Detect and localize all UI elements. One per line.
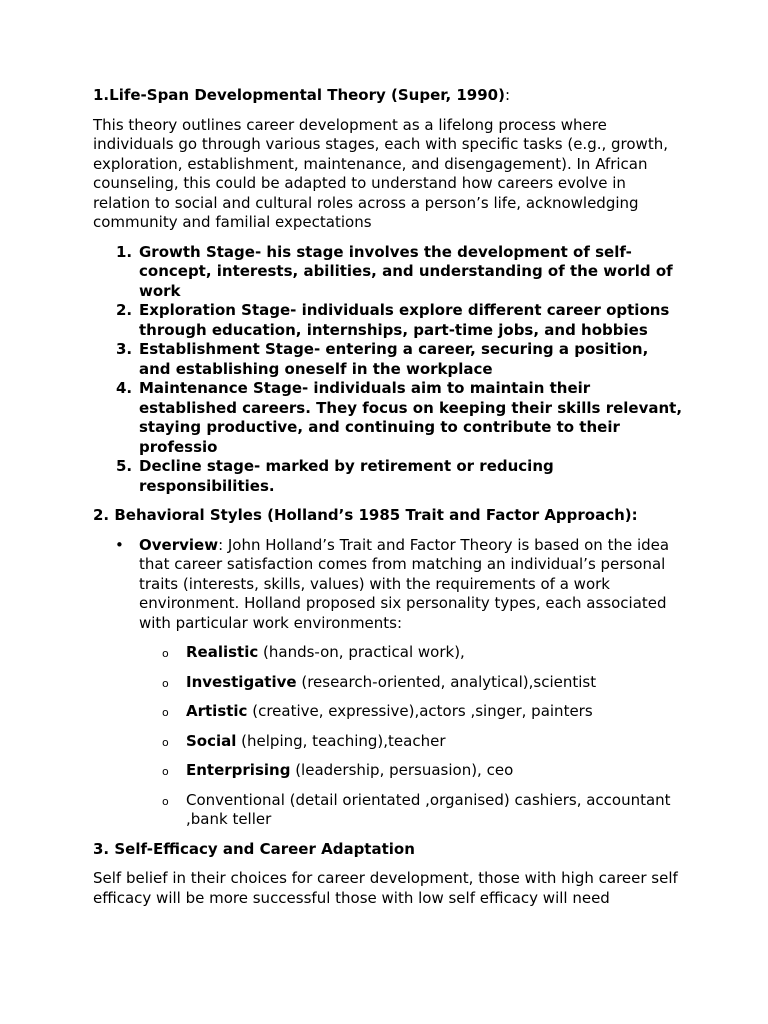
type-label: Social: [186, 731, 237, 750]
type-desc: (research-oriented, analytical),scientist: [296, 672, 597, 691]
overview-label: Overview: [139, 535, 219, 554]
overview-item: [93, 536, 683, 830]
stage-item-maintenance: [93, 379, 683, 457]
type-item-conventional: [93, 791, 683, 830]
stage-text: Establishment Stage- entering a career, securing a position, and establishing oneself in the workplace: [139, 340, 649, 378]
stage-text: Decline stage- marked by retirement or reducing responsibilities.: [139, 457, 554, 495]
document-content: [93, 86, 683, 908]
type-label: Investigative: [186, 672, 297, 691]
type-desc: Conventional (detail orientated ,organised) cashiers, accountant ,bank teller: [186, 790, 671, 828]
section1-title-suffix: :: [504, 86, 511, 104]
type-desc: (leadership, persuasion), ceo: [290, 761, 514, 779]
circle-bullet-icon: o: [162, 735, 169, 749]
section1-paragraph: This theory outlines career development as a lifelong process where individuals go through various stages, each with specific tasks (e.g., growth, exploration, establishment, maintenance, and disengagement). In African counseling, this could be adapted to understand how careers evolve in relation to social and cultural roles across a person’s life, acknowledging community and familial expectations: [93, 115, 668, 231]
stage-number: 4.: [116, 379, 133, 397]
circle-bullet-icon: o: [162, 706, 169, 719]
section1-heading: [93, 86, 683, 106]
type-item-artistic: [93, 702, 683, 722]
section1-title: 1.Life-Span Developmental Theory (Super, 1990): [93, 86, 505, 104]
section3-paragraph: Self belief in their choices for career development, those with high career self efficacy will be more successful those with low self efficacy will need: [93, 869, 678, 907]
stage-text: Maintenance Stage- individuals aim to maintain their established careers. They focus on keeping their skills relevant, staying productive, and continuing to contribute to their professio: [139, 379, 683, 456]
stage-item-establishment: [93, 340, 683, 379]
type-label: Realistic: [186, 643, 259, 661]
type-item-social: [93, 732, 683, 752]
stage-number: 5.: [116, 457, 133, 475]
type-desc: (hands-on, practical work),: [258, 643, 465, 661]
section2-heading: 2. Behavioral Styles (Holland’s 1985 Trait and Factor Approach):: [93, 506, 638, 524]
stage-text: Exploration Stage- individuals explore different career options through education, internships, part-time jobs, and hobbies: [139, 301, 670, 339]
overview-list: [93, 536, 683, 830]
stage-item-growth: [93, 243, 683, 302]
personality-types-list: [93, 643, 683, 830]
stage-number: 2.: [116, 301, 133, 319]
stage-text: Growth Stage- his stage involves the development of self-concept, interests, abilities, and understanding of the world of work: [139, 242, 673, 300]
type-item-investigative: [93, 673, 683, 693]
overview-text: : John Holland’s Trait and Factor Theory is based on the idea that career satisfaction comes from matching an individual’s personal traits (interests, skills, values) with the requirements of a work environment. Holland proposed six personality types, each associated with particular work environments:: [139, 535, 670, 632]
stage-item-exploration: [93, 301, 683, 340]
type-item-enterprising: [93, 761, 683, 781]
bullet-icon: •: [115, 535, 124, 554]
stages-list: [93, 243, 683, 497]
type-item-realistic: [93, 643, 683, 663]
type-desc: (creative, expressive),actors ,singer, painters: [247, 702, 593, 720]
type-label: Artistic: [186, 702, 248, 720]
stage-number: 3.: [116, 340, 133, 358]
section3-heading: 3. Self-Efficacy and Career Adaptation: [93, 839, 415, 858]
circle-bullet-icon: o: [162, 765, 169, 778]
circle-bullet-icon: o: [162, 794, 169, 808]
circle-bullet-icon: o: [162, 676, 169, 690]
type-label: Enterprising: [186, 761, 291, 779]
circle-bullet-icon: o: [162, 647, 169, 660]
stage-number: 1.: [116, 242, 133, 261]
stage-item-decline: [93, 457, 683, 496]
type-desc: (helping, teaching),teacher: [236, 731, 446, 750]
